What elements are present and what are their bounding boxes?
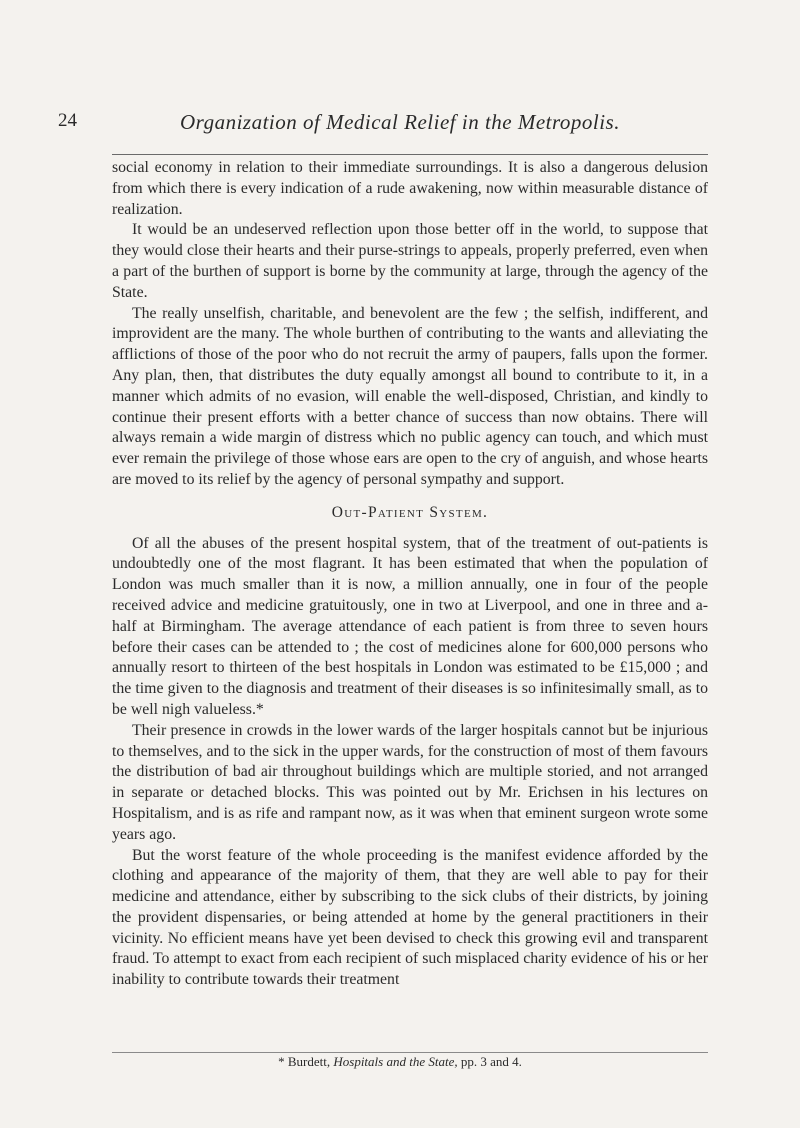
paragraph: Of all the abuses of the present hospital system, that of the treatment of out-patients is undoubtedly one of the most flagrant. It has been estimated that when the population of London was much smaller than it is now, a million annually, one in four of the people received advice and medicine gratuitously, one in two at Liverpool, and one in three and a-half at Birmingham. The average attendance of each patient is from three to seven hours before their cases can be attended to ; the cost of medicines alone for 600,000 persons who annually resort to thirteen of the best hospitals in London was estimated to be £15,000 ; and the time given to the diagnosis and treatment of their diseases is so infinitesimally small, as to be well nigh valueless.* <box>112 534 708 718</box>
paragraph: social economy in relation to their immediate surroundings. It is also a dangerous delusion from which there is every indication of a rude awakening, now within measurable distance of realization. <box>112 159 708 218</box>
header-rule <box>112 154 708 155</box>
paragraph: It would be an undeserved reflection upon those better off in the world, to suppose that they would close their hearts and their purse-strings to appeals, properly preferred, even when a part of the burthen of support is borne by the community at large, through the agency of the State. <box>112 221 708 301</box>
footnote-author: * Burdett, <box>278 1054 331 1069</box>
running-title: Organization of Medical Relief in the Metropolis. <box>180 110 620 134</box>
footnote-title: Hospitals and the State, <box>333 1054 458 1069</box>
page-number: 24 <box>58 110 77 131</box>
footnote-pages: pp. 3 and 4. <box>460 1054 522 1069</box>
paragraph: Their presence in crowds in the lower wards of the larger hospitals cannot but be injurious to themselves, and to the sick in the upper wards, for the construction of most of them favours the distribution of bad air throughout buildings which are multiple storied, and not arranged in separate or detached blocks. This was pointed out by Mr. Erichsen in his lectures on Hospitalism, and is as rife and rampant now, as it was when that eminent surgeon wrote some years ago. <box>112 721 708 843</box>
paragraph: But the worst feature of the whole proceeding is the manifest evidence afforded by the clothing and appearance of the majority of them, that they are well able to pay for their medicine and attendance, either by subscribing to the sick clubs of their districts, by joining the provident dispensaries, or being attended at home by the general practitioners in their vicinity. No efficient means have yet been devised to check this growing evil and transparent fraud. To attempt to exact from each recipient of such misplaced charity evidence of his or her inability to contribute towards their treatment <box>112 846 708 989</box>
footnote-rule <box>112 1052 708 1053</box>
footnote <box>0 1054 800 1070</box>
page-header <box>0 110 800 140</box>
body-text <box>112 158 708 991</box>
section-heading: Out-Patient System. <box>331 503 489 521</box>
paragraph: The really unselfish, charitable, and benevolent are the few ; the selfish, indifferent, and improvident are the many. The whole burthen of contributing to the wants and alleviating the afflictions of those of the poor who do not recruit the army of paupers, falls upon the former. Any plan, then, that distributes the duty equally amongst all bound to contribute to it, in a manner which admits of no evasion, will enable the well-disposed, Christian, and kindly to continue their present efforts with a better chance of success than now obtains. There will always remain a wide margin of distress which no public agency can touch, and which must ever remain the privilege of those whose ears are open to the cry of anguish, and whose hearts are moved to its relief by the agency of personal sympathy and support. <box>112 304 708 488</box>
